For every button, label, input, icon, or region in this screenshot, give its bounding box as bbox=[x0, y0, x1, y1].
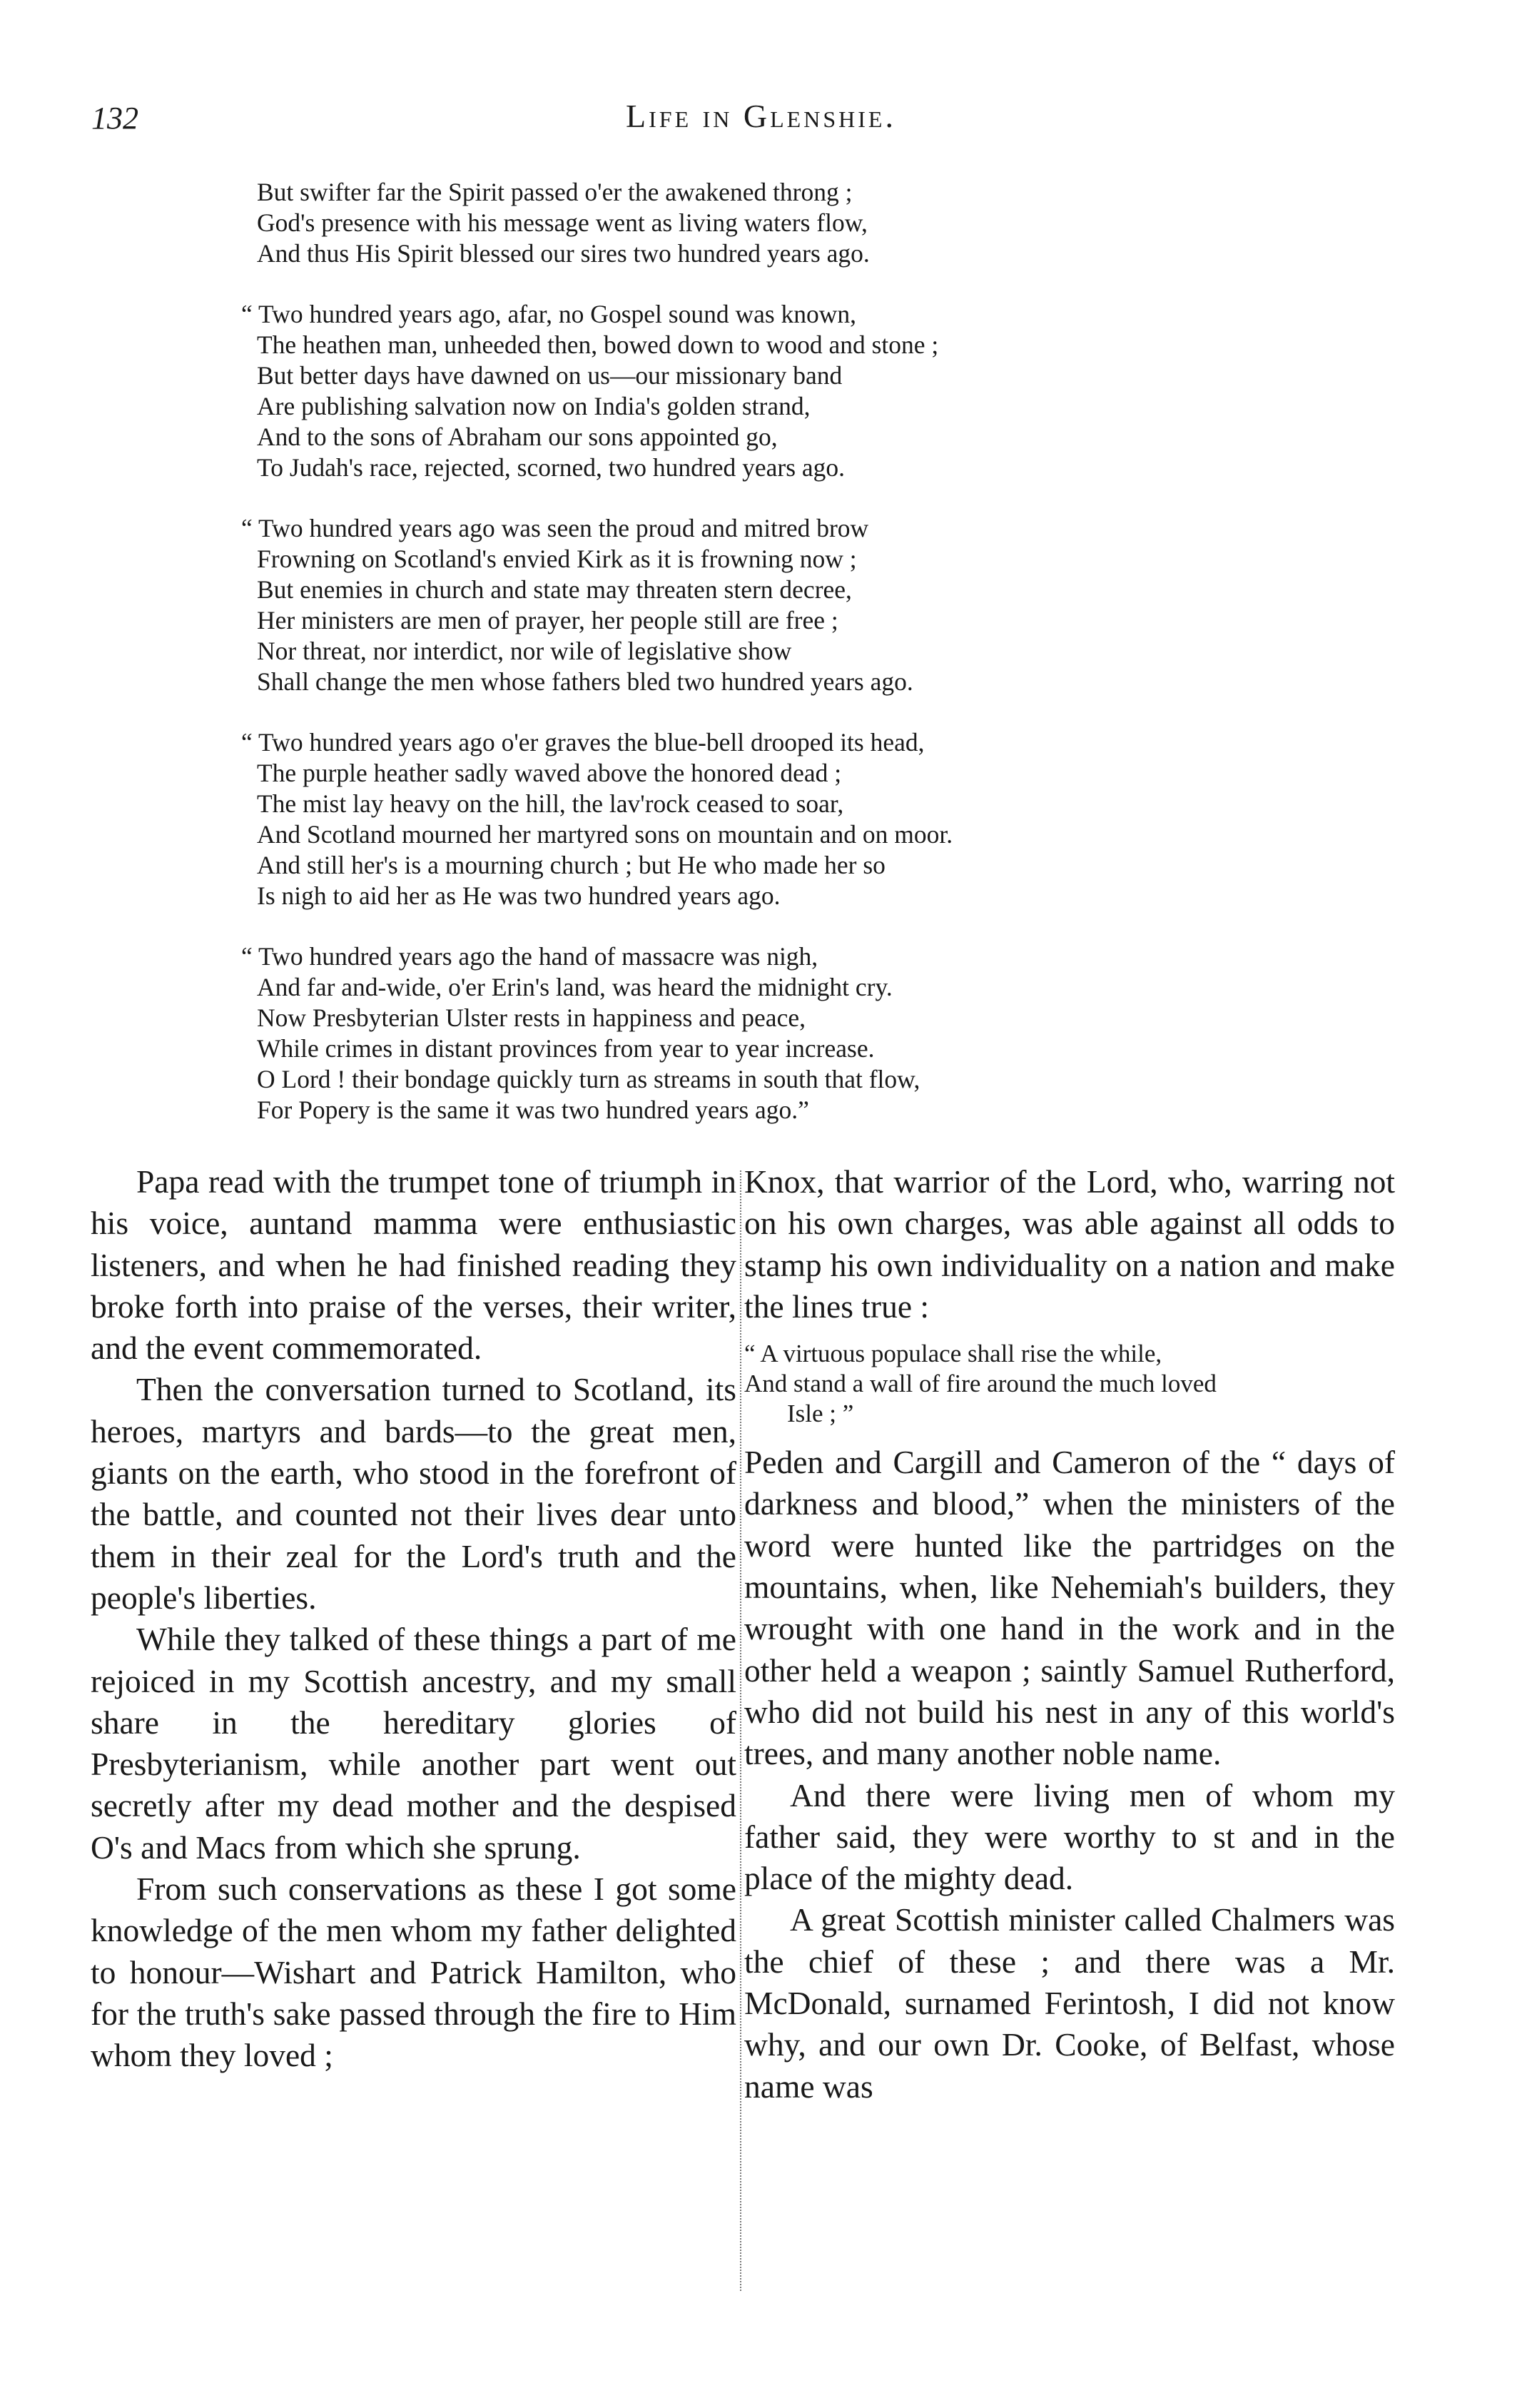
poem-line: God's presence with his message went as living waters flow, bbox=[257, 208, 868, 237]
body-paragraph: Then the conversation turned to Scotland, its heroes, martyrs and bards—to the great men, giants on the earth, who stood in the forefront of the battle, and counted not their lives dear unto them in their zeal for the Lord's truth and the people's liberties. bbox=[91, 1371, 736, 1616]
body-paragraph: While they talked of these things a part of me rejoiced in my Scottish ancestry, and my small share in the hereditary glories of Presbyterianism, while another part went out secretly after my dead mother and the despised O's and Macs from which she sprung. bbox=[91, 1621, 736, 1866]
running-head: Life in Glenshie. bbox=[626, 98, 896, 134]
poem-line: Frowning on Scotland's envied Kirk as it is frowning now ; bbox=[257, 545, 857, 573]
right-text-column bbox=[744, 1161, 1395, 2108]
poem-stanza-4 bbox=[241, 727, 1270, 911]
poem-stanza-5 bbox=[241, 941, 1270, 1125]
poem-line: Nor threat, nor interdict, nor wile of legislative show bbox=[257, 637, 792, 665]
body-paragraph: A great Scottish minister called Chalmers was the chief of these ; and there was a Mr. McDonald, surnamed Ferintosh, I did not know why, and our own Dr. Cooke, of Belfast, whose name was bbox=[744, 1901, 1395, 2105]
quotation-block bbox=[744, 1339, 1395, 1429]
poem-line: And still her's is a mourning church ; but He who made her so bbox=[257, 851, 886, 879]
body-paragraph: And there were living men of whom my father said, they were worthy to st and in the place of the mighty dead. bbox=[744, 1776, 1395, 1897]
quotation-line: Isle ; ” bbox=[787, 1400, 854, 1428]
poem-line: Is nigh to aid her as He was two hundred years ago. bbox=[257, 881, 781, 910]
poem-stanza-3 bbox=[241, 513, 1270, 697]
poem-line: The mist lay heavy on the hill, the lav'rock ceased to soar, bbox=[257, 789, 844, 818]
page-number: 132 bbox=[91, 101, 138, 136]
quotation-line: “ A virtuous populace shall rise the while, bbox=[744, 1340, 1162, 1368]
poem-line: And far and-wide, o'er Erin's land, was heard the midnight cry. bbox=[257, 973, 893, 1001]
poem-line: O Lord ! their bondage quickly turn as streams in south that flow, bbox=[257, 1065, 920, 1093]
poem-line: The heathen man, unheeded then, bowed down to wood and stone ; bbox=[257, 330, 939, 359]
poem-line: Her ministers are men of prayer, her people still are free ; bbox=[257, 606, 838, 634]
poem-line: For Popery is the same it was two hundred years ago.” bbox=[257, 1096, 809, 1124]
poem-line: To Judah's race, rejected, scorned, two hundred years ago. bbox=[257, 453, 846, 482]
body-paragraph: Peden and Cargill and Cameron of the “ days of darkness and blood,” when the ministers of the word were hunted like the partridges on the mountains, when, like Nehemiah's builders, they wrought with one hand in the work and in the other held a weapon ; saintly Samuel Rutherford, who did not build his nest in any of this world's trees, and many another noble name. bbox=[744, 1444, 1395, 1772]
poem-line: But better days have dawned on us—our missionary band bbox=[257, 361, 843, 390]
body-paragraph: From such conservations as these I got some knowledge of the men whom my father delighted to honour—Wishart and Patrick Hamilton, who for the truth's sake passed through the fire to Him whom they loved ; bbox=[91, 1871, 736, 2074]
poem-stanza-2 bbox=[241, 299, 1270, 483]
poem-line: And to the sons of Abraham our sons appointed go, bbox=[257, 423, 778, 451]
body-paragraph: Knox, that warrior of the Lord, who, warring not on his own charges, was able against all odds to stamp his own individuality on a nation and make the lines true : bbox=[744, 1163, 1395, 1325]
poem-line: And thus His Spirit blessed our sires two hundred years ago. bbox=[257, 239, 870, 268]
poem-line: Are publishing salvation now on India's golden strand, bbox=[257, 392, 811, 420]
poem bbox=[241, 177, 1270, 1155]
poem-line: But enemies in church and state may threaten stern decree, bbox=[257, 575, 852, 604]
body-paragraph: Papa read with the trumpet tone of triumph in his voice, auntand mamma were enthusiastic listeners, and when he had finished reading they broke forth into praise of the verses, their writer, and the event commemorated. bbox=[91, 1163, 736, 1367]
poem-line: The purple heather sadly waved above the honored dead ; bbox=[257, 759, 842, 787]
poem-line: Now Presbyterian Ulster rests in happiness and peace, bbox=[257, 1003, 806, 1032]
poem-line: “ Two hundred years ago o'er graves the blue-bell drooped its head, bbox=[241, 728, 925, 757]
poem-line: “ Two hundred years ago the hand of massacre was nigh, bbox=[241, 942, 818, 971]
poem-stanza-1 bbox=[257, 177, 1270, 269]
poem-line: Shall change the men whose fathers bled two hundred years ago. bbox=[257, 667, 913, 696]
quotation-line: And stand a wall of fire around the much loved bbox=[744, 1370, 1217, 1398]
poem-line: But swifter far the Spirit passed o'er the awakened throng ; bbox=[257, 178, 853, 206]
left-text-column bbox=[91, 1161, 736, 2077]
poem-line: “ Two hundred years ago was seen the proud and mitred brow bbox=[241, 514, 869, 542]
poem-line: “ Two hundred years ago, afar, no Gospel sound was known, bbox=[241, 300, 857, 328]
column-divider bbox=[740, 1170, 741, 2291]
poem-line: While crimes in distant provinces from year to year increase. bbox=[257, 1034, 875, 1063]
poem-line: And Scotland mourned her martyred sons on mountain and on moor. bbox=[257, 820, 953, 849]
